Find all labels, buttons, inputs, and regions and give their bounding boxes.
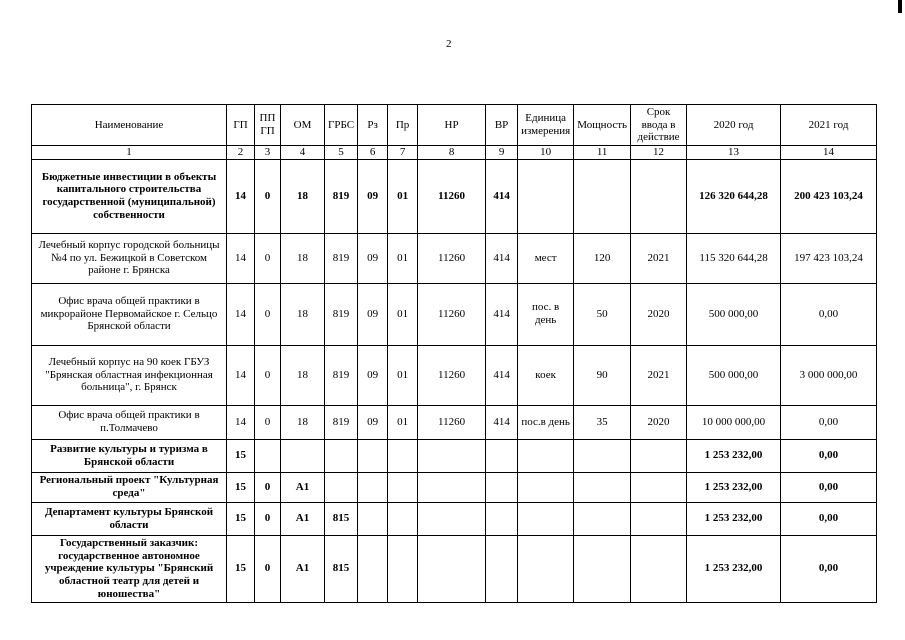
cell-om: А1 (281, 472, 325, 502)
header-vr: ВР (486, 105, 518, 146)
header-rz: Рз (358, 105, 388, 146)
cell-np: 11260 (418, 159, 486, 233)
budget-table (31, 104, 877, 603)
cell-vr: 414 (486, 405, 518, 439)
cell-y2021: 0,00 (781, 439, 877, 472)
cell-gp: 14 (227, 405, 255, 439)
cell-grbs: 819 (325, 159, 358, 233)
cell-grbs: 819 (325, 283, 358, 345)
cell-ppgp: 0 (255, 405, 281, 439)
cell-rz (358, 535, 388, 602)
cell-om: А1 (281, 535, 325, 602)
column-number: 13 (687, 145, 781, 159)
table-row (32, 535, 877, 602)
cell-capacity: 90 (574, 345, 631, 405)
cell-name: Офис врача общей практики в п.Толмачево (32, 405, 227, 439)
cell-vr (486, 439, 518, 472)
column-number: 11 (574, 145, 631, 159)
cell-y2021: 0,00 (781, 535, 877, 602)
cell-om: 18 (281, 405, 325, 439)
cell-grbs: 819 (325, 233, 358, 283)
header-unit: Единица измерения (518, 105, 574, 146)
cell-y2021: 0,00 (781, 405, 877, 439)
cell-pr: 01 (388, 233, 418, 283)
cell-om: А1 (281, 502, 325, 535)
cell-om: 18 (281, 233, 325, 283)
column-number: 3 (255, 145, 281, 159)
column-number: 2 (227, 145, 255, 159)
cell-rz (358, 502, 388, 535)
cell-y2020: 126 320 644,28 (687, 159, 781, 233)
cell-deadline (631, 535, 687, 602)
cell-om: 18 (281, 345, 325, 405)
cell-pr: 01 (388, 159, 418, 233)
table-row (32, 472, 877, 502)
cell-grbs (325, 472, 358, 502)
cell-capacity (574, 535, 631, 602)
cell-gp: 14 (227, 345, 255, 405)
cell-deadline: 2020 (631, 283, 687, 345)
cell-vr: 414 (486, 345, 518, 405)
cell-unit (518, 472, 574, 502)
column-number: 6 (358, 145, 388, 159)
header-2020: 2020 год (687, 105, 781, 146)
cell-rz: 09 (358, 233, 388, 283)
cell-unit (518, 535, 574, 602)
header-gp: ГП (227, 105, 255, 146)
cell-np: 11260 (418, 405, 486, 439)
cell-unit (518, 439, 574, 472)
cell-y2021: 0,00 (781, 283, 877, 345)
cell-y2021: 3 000 000,00 (781, 345, 877, 405)
cell-y2020: 1 253 232,00 (687, 472, 781, 502)
cell-gp: 14 (227, 159, 255, 233)
column-number: 8 (418, 145, 486, 159)
column-number: 9 (486, 145, 518, 159)
table-row (32, 502, 877, 535)
cell-unit: пос. в день (518, 283, 574, 345)
cell-unit: коек (518, 345, 574, 405)
cell-vr (486, 535, 518, 602)
header-grbs: ГРБС (325, 105, 358, 146)
cell-np (418, 535, 486, 602)
cell-capacity (574, 502, 631, 535)
cell-grbs: 815 (325, 502, 358, 535)
cell-np (418, 472, 486, 502)
cell-deadline (631, 439, 687, 472)
cell-grbs: 815 (325, 535, 358, 602)
column-number-row (32, 145, 877, 159)
cell-gp: 15 (227, 535, 255, 602)
cell-gp: 15 (227, 439, 255, 472)
column-number: 12 (631, 145, 687, 159)
cell-unit (518, 159, 574, 233)
table-row (32, 439, 877, 472)
header-deadline: Срок ввода в действие (631, 105, 687, 146)
cell-rz: 09 (358, 159, 388, 233)
cell-ppgp: 0 (255, 159, 281, 233)
cell-y2020: 10 000 000,00 (687, 405, 781, 439)
cell-vr: 414 (486, 233, 518, 283)
cell-ppgp: 0 (255, 345, 281, 405)
column-number: 1 (32, 145, 227, 159)
cell-y2020: 500 000,00 (687, 283, 781, 345)
cell-vr: 414 (486, 283, 518, 345)
cell-y2020: 1 253 232,00 (687, 502, 781, 535)
cell-pr: 01 (388, 405, 418, 439)
cell-unit: мест (518, 233, 574, 283)
cell-ppgp: 0 (255, 535, 281, 602)
table-row (32, 233, 877, 283)
cell-name: Офис врача общей практики в микрорайоне Первомайское г. Сельцо Брянской области (32, 283, 227, 345)
cell-name: Департамент культуры Брянской области (32, 502, 227, 535)
cell-rz (358, 439, 388, 472)
cell-ppgp (255, 439, 281, 472)
cell-y2021: 200 423 103,24 (781, 159, 877, 233)
cell-pr (388, 439, 418, 472)
cell-ppgp: 0 (255, 283, 281, 345)
cell-unit (518, 502, 574, 535)
header-np: НР (418, 105, 486, 146)
cell-name: Лечебный корпус городской больницы №4 по ул. Бежицкой в Советском районе г. Брянска (32, 233, 227, 283)
header-om: ОМ (281, 105, 325, 146)
cell-unit: пос.в день (518, 405, 574, 439)
cell-gp: 15 (227, 502, 255, 535)
cell-gp: 15 (227, 472, 255, 502)
cell-capacity (574, 159, 631, 233)
column-number: 4 (281, 145, 325, 159)
edge-mark (898, 0, 902, 13)
cell-pr: 01 (388, 283, 418, 345)
cell-y2020: 115 320 644,28 (687, 233, 781, 283)
cell-gp: 14 (227, 283, 255, 345)
cell-vr (486, 472, 518, 502)
cell-y2020: 1 253 232,00 (687, 535, 781, 602)
cell-name: Государственный заказчик: государственное автономное учреждение культуры "Брянский областной театр для детей и юношества" (32, 535, 227, 602)
cell-np: 11260 (418, 283, 486, 345)
cell-ppgp: 0 (255, 502, 281, 535)
cell-np: 11260 (418, 345, 486, 405)
cell-pr (388, 472, 418, 502)
page-number: 2 (446, 38, 452, 50)
cell-deadline: 2020 (631, 405, 687, 439)
cell-name: Развитие культуры и туризма в Брянской области (32, 439, 227, 472)
cell-grbs (325, 439, 358, 472)
header-row (32, 105, 877, 146)
cell-y2021: 197 423 103,24 (781, 233, 877, 283)
cell-rz (358, 472, 388, 502)
cell-np (418, 502, 486, 535)
cell-vr (486, 502, 518, 535)
table-row (32, 345, 877, 405)
column-number: 7 (388, 145, 418, 159)
cell-deadline (631, 159, 687, 233)
cell-deadline (631, 502, 687, 535)
cell-y2020: 500 000,00 (687, 345, 781, 405)
cell-ppgp: 0 (255, 472, 281, 502)
cell-rz: 09 (358, 345, 388, 405)
cell-ppgp: 0 (255, 233, 281, 283)
cell-om (281, 439, 325, 472)
cell-pr (388, 535, 418, 602)
cell-om: 18 (281, 283, 325, 345)
cell-y2020: 1 253 232,00 (687, 439, 781, 472)
cell-pr (388, 502, 418, 535)
header-ppgp: ППГП (255, 105, 281, 146)
cell-capacity: 35 (574, 405, 631, 439)
cell-rz: 09 (358, 405, 388, 439)
cell-grbs: 819 (325, 405, 358, 439)
cell-vr: 414 (486, 159, 518, 233)
cell-rz: 09 (358, 283, 388, 345)
cell-np: 11260 (418, 233, 486, 283)
cell-deadline (631, 472, 687, 502)
cell-y2021: 0,00 (781, 472, 877, 502)
column-number: 10 (518, 145, 574, 159)
table-row (32, 283, 877, 345)
cell-capacity: 120 (574, 233, 631, 283)
cell-np (418, 439, 486, 472)
column-number: 14 (781, 145, 877, 159)
table-row (32, 159, 877, 233)
header-capacity: Мощность (574, 105, 631, 146)
column-number: 5 (325, 145, 358, 159)
cell-grbs: 819 (325, 345, 358, 405)
cell-om: 18 (281, 159, 325, 233)
cell-pr: 01 (388, 345, 418, 405)
cell-y2021: 0,00 (781, 502, 877, 535)
table-row (32, 405, 877, 439)
header-2021: 2021 год (781, 105, 877, 146)
cell-name: Бюджетные инвестиции в объекты капитального строительства государственной (муниципальной) собственности (32, 159, 227, 233)
cell-deadline: 2021 (631, 345, 687, 405)
cell-name: Региональный проект "Культурная среда" (32, 472, 227, 502)
cell-deadline: 2021 (631, 233, 687, 283)
cell-capacity (574, 472, 631, 502)
cell-capacity (574, 439, 631, 472)
cell-name: Лечебный корпус на 90 коек ГБУЗ "Брянская областная инфекционная больница", г. Брянск (32, 345, 227, 405)
cell-capacity: 50 (574, 283, 631, 345)
header-pr: Пр (388, 105, 418, 146)
cell-gp: 14 (227, 233, 255, 283)
header-name: Наименование (32, 105, 227, 146)
